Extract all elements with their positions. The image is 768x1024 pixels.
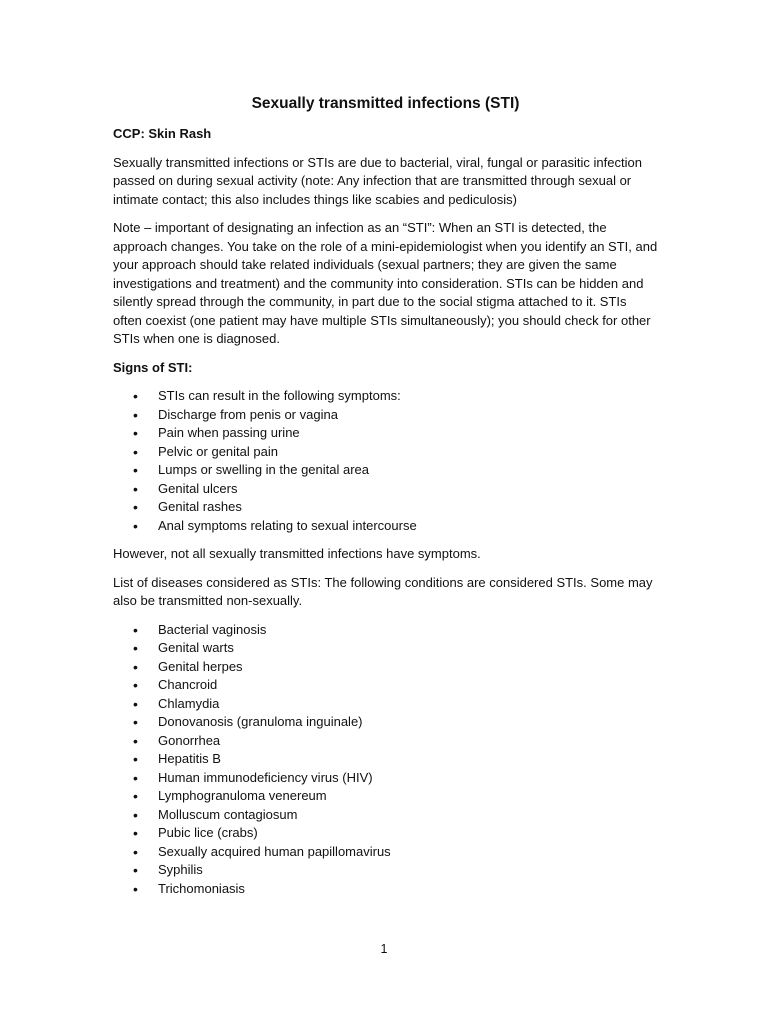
signs-list-item: • Pelvic or genital pain	[113, 443, 658, 462]
no-symptoms-paragraph: However, not all sexually transmitted infections have symptoms.	[113, 546, 481, 561]
document-body	[113, 93, 658, 908]
disease-list-item: • Human immunodeficiency virus (HIV)	[113, 769, 658, 788]
document-title: Sexually transmitted infections (STI)	[251, 95, 520, 112]
signs-list-item: • Discharge from penis or vagina	[113, 406, 658, 425]
page-number: 1	[380, 942, 388, 956]
signs-list-item: • Lumps or swelling in the genital area	[113, 461, 658, 480]
disease-list-item: • Sexually acquired human papillomavirus	[113, 843, 658, 862]
disease-list-item: • Syphilis	[113, 861, 658, 880]
signs-list-item: • Pain when passing urine	[113, 424, 658, 443]
disease-list-item: • Bacterial vaginosis	[113, 621, 658, 640]
disease-list-item: • Hepatitis B	[113, 750, 658, 769]
signs-list-item: • Genital rashes	[113, 498, 658, 517]
intro-paragraph: Sexually transmitted infections or STIs are due to bacterial, viral, fungal or parasitic infection passed on during sexual activity (note: Any infection that are transmitted through sexual or intimate contact; this also includes things like scabies and pediculosis)	[113, 154, 642, 207]
disease-list-item: • Donovanosis (granuloma inguinale)	[113, 713, 658, 732]
signs-list	[113, 387, 658, 535]
note-paragraph: Note – important of designating an infection as an “STI”: When an STI is detected, the approach changes. You take on the role of a mini-epidemiologist when you identify an STI, and your approach should take related individuals (sexual partners; they are given the same investigations and treatment) and the community into consideration. STIs can be hidden and silently spread through the community, in part due to the social stigma attached to it. STIs often coexist (one patient may have multiple STIs simultaneously); you should check for other STIs when one is diagnosed.	[113, 220, 658, 346]
disease-list-item: • Gonorrhea	[113, 732, 658, 751]
disease-list-item: • Molluscum contagiosum	[113, 806, 658, 825]
disease-list-item: • Genital warts	[113, 639, 658, 658]
disease-list-item: • Trichomoniasis	[113, 880, 658, 899]
ccp-heading: CCP: Skin Rash	[113, 126, 212, 141]
disease-list-item: • Chlamydia	[113, 695, 658, 714]
diseases-list	[113, 621, 658, 899]
signs-list-item: • Anal symptoms relating to sexual intercourse	[113, 517, 658, 536]
disease-list-item: • Pubic lice (crabs)	[113, 824, 658, 843]
disease-list-item: • Lymphogranuloma venereum	[113, 787, 658, 806]
signs-heading: Signs of STI:	[113, 359, 193, 375]
diseases-intro-paragraph: List of diseases considered as STIs: The following conditions are considered STIs. Some may also be transmitted non-sexually.	[113, 574, 653, 608]
disease-list-item: • Chancroid	[113, 676, 658, 695]
disease-list-item: • Genital herpes	[113, 658, 658, 677]
signs-list-item: • Genital ulcers	[113, 480, 658, 499]
signs-list-item: • STIs can result in the following symptoms:	[113, 387, 658, 406]
